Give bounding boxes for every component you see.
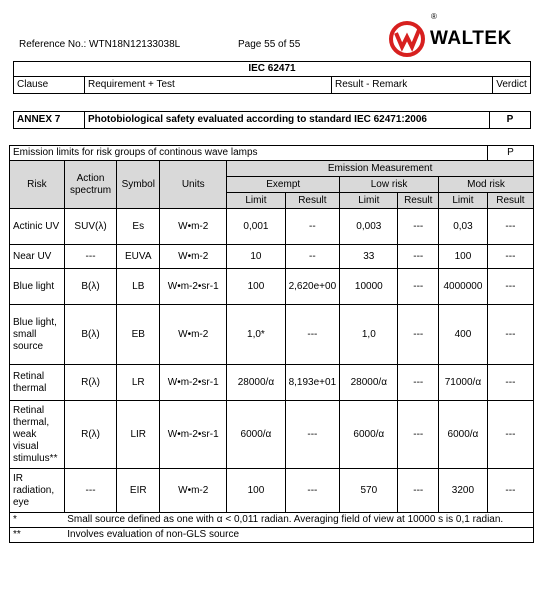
units-cell: W•m-2 (160, 209, 227, 245)
mod-limit-cell: 100 (439, 245, 488, 269)
risk-cell: IR radiation, eye (10, 469, 65, 513)
exempt-limit-cell: 100 (227, 269, 285, 305)
mod-result-cell: --- (487, 245, 533, 269)
action-spectrum-cell: SUV(λ) (64, 209, 117, 245)
footnote-mark: * (10, 513, 65, 528)
annex-table (13, 111, 531, 129)
units-header: Units (160, 161, 227, 209)
risk-cell: Actinic UV (10, 209, 65, 245)
exempt-limit-cell: 1,0* (227, 305, 285, 365)
exempt-result-cell: -- (285, 245, 340, 269)
mod-result-cell: --- (487, 365, 533, 401)
risk-cell: Retinal thermal (10, 365, 65, 401)
units-cell: W•m-2•sr-1 (160, 401, 227, 469)
table-row (10, 401, 534, 469)
symbol-header: Symbol (117, 161, 160, 209)
symbol-cell: Es (117, 209, 160, 245)
units-cell: W•m-2 (160, 469, 227, 513)
exempt-result-cell: --- (285, 469, 340, 513)
symbol-cell: EUVA (117, 245, 160, 269)
action-spectrum-cell: B(λ) (64, 305, 117, 365)
standard-header-table (13, 61, 531, 94)
low-result-cell: --- (398, 269, 439, 305)
exempt-limit-cell: 6000/α (227, 401, 285, 469)
mod-limit-cell: 71000/α (439, 365, 488, 401)
risk-cell: Blue light (10, 269, 65, 305)
mod-risk-header: Mod risk (439, 177, 534, 193)
symbol-cell: LB (117, 269, 160, 305)
low-limit-cell: 6000/α (340, 401, 398, 469)
exempt-result-cell: --- (285, 401, 340, 469)
exempt-result-cell: 2,620e+00 (285, 269, 340, 305)
mod-limit-header: Limit (439, 193, 488, 209)
low-limit-cell: 10000 (340, 269, 398, 305)
verdict-header: Verdict (493, 77, 531, 94)
action-spectrum-cell: --- (64, 245, 117, 269)
annex-title: Photobiological safety evaluated according to standard IEC 62471:2006 (85, 112, 490, 129)
result-header: Result - Remark (332, 77, 493, 94)
symbol-cell: LR (117, 365, 160, 401)
low-limit-cell: 28000/α (340, 365, 398, 401)
low-result-cell: --- (398, 245, 439, 269)
action-spectrum-cell: B(λ) (64, 269, 117, 305)
clause-header: Clause (14, 77, 85, 94)
risk-cell: Blue light, small source (10, 305, 65, 365)
waltek-logo-icon (388, 20, 426, 58)
annex-label: ANNEX 7 (14, 112, 85, 129)
table-row (10, 209, 534, 245)
mod-limit-cell: 6000/α (439, 401, 488, 469)
mod-result-cell: --- (487, 269, 533, 305)
low-limit-cell: 1,0 (340, 305, 398, 365)
exempt-limit-cell: 0,001 (227, 209, 285, 245)
units-cell: W•m-2 (160, 305, 227, 365)
mod-limit-cell: 3200 (439, 469, 488, 513)
emission-verdict: P (487, 146, 533, 161)
footnote-mark: ** (10, 528, 65, 543)
footnote-text: Involves evaluation of non-GLS source (64, 528, 533, 543)
page-number: Page 55 of 55 (238, 39, 301, 50)
action-spectrum-cell: R(λ) (64, 365, 117, 401)
exempt-header: Exempt (227, 177, 340, 193)
low-result-cell: --- (398, 401, 439, 469)
low-limit-cell: 570 (340, 469, 398, 513)
risk-header: Risk (10, 161, 65, 209)
table-row (10, 269, 534, 305)
action-spectrum-cell: --- (64, 469, 117, 513)
low-result-cell: --- (398, 305, 439, 365)
mod-result-cell: --- (487, 469, 533, 513)
symbol-cell: EB (117, 305, 160, 365)
requirement-header: Requirement + Test (85, 77, 332, 94)
units-cell: W•m-2•sr-1 (160, 365, 227, 401)
mod-result-cell: --- (487, 209, 533, 245)
annex-verdict: P (490, 112, 531, 129)
standard-title: IEC 62471 (14, 62, 531, 77)
measurement-header: Emission Measurement (227, 161, 534, 177)
low-limit-cell: 33 (340, 245, 398, 269)
units-cell: W•m-2 (160, 245, 227, 269)
low-limit-cell: 0,003 (340, 209, 398, 245)
low-limit-header: Limit (340, 193, 398, 209)
risk-cell: Retinal thermal, weak visual stimulus** (10, 401, 65, 469)
mod-result-header: Result (487, 193, 533, 209)
registered-mark: ® (431, 12, 437, 21)
exempt-limit-cell: 28000/α (227, 365, 285, 401)
low-result-cell: --- (398, 209, 439, 245)
action-spectrum-header: Action spectrum (64, 161, 117, 209)
low-result-cell: --- (398, 365, 439, 401)
action-spectrum-cell: R(λ) (64, 401, 117, 469)
table-row (10, 245, 534, 269)
risk-cell: Near UV (10, 245, 65, 269)
low-result-header: Result (398, 193, 439, 209)
emission-table (9, 145, 534, 543)
exempt-result-cell: --- (285, 305, 340, 365)
mod-result-cell: --- (487, 305, 533, 365)
low-result-cell: --- (398, 469, 439, 513)
mod-limit-cell: 4000000 (439, 269, 488, 305)
exempt-result-cell: 8,193e+01 (285, 365, 340, 401)
low-risk-header: Low risk (340, 177, 439, 193)
symbol-cell: LIR (117, 401, 160, 469)
symbol-cell: EIR (117, 469, 160, 513)
exempt-result-cell: -- (285, 209, 340, 245)
emission-title: Emission limits for risk groups of continous wave lamps (10, 146, 488, 161)
exempt-result-header: Result (285, 193, 340, 209)
table-row (10, 365, 534, 401)
exempt-limit-cell: 100 (227, 469, 285, 513)
mod-result-cell: --- (487, 401, 533, 469)
table-row (10, 469, 534, 513)
logo-text: WALTEK (430, 28, 512, 49)
mod-limit-cell: 400 (439, 305, 488, 365)
exempt-limit-cell: 10 (227, 245, 285, 269)
exempt-limit-header: Limit (227, 193, 285, 209)
mod-limit-cell: 0,03 (439, 209, 488, 245)
table-row (10, 305, 534, 365)
reference-number: Reference No.: WTN18N12133038L (19, 39, 181, 50)
units-cell: W•m-2•sr-1 (160, 269, 227, 305)
footnote-text: Small source defined as one with α < 0,011 radian. Averaging field of view at 10000 s is 0,1 radian. (64, 513, 533, 528)
